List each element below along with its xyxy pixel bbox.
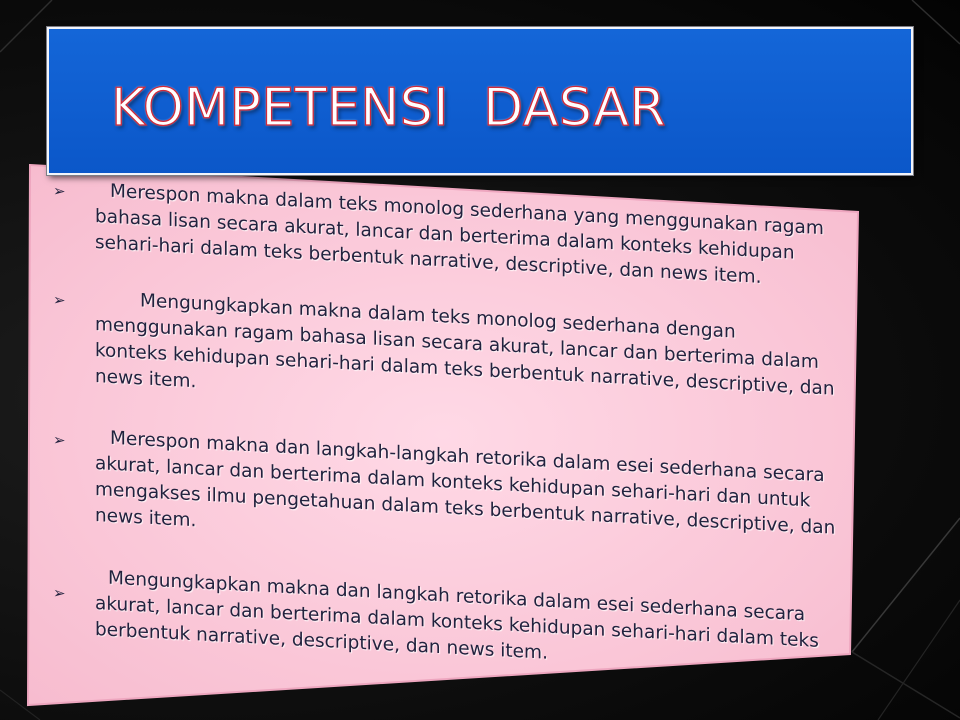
arrow-bullet-icon xyxy=(53,585,66,602)
list-item-text: Mengungkapkan makna dan langkah retorika dalam esei sederhana secara akurat, lancar dan berterima dalam konteks kehidupan sehari-hari dalam teks berbentuk narrative, descriptive, dan news item. xyxy=(95,567,819,664)
slide-title: KOMPETENSI DASAR xyxy=(111,78,667,138)
arrow-bullet-icon xyxy=(53,183,66,200)
arrow-bullet-icon xyxy=(53,432,66,449)
arrow-bullet-icon xyxy=(53,292,66,309)
decor-line xyxy=(912,0,960,44)
list-item-text: Merespon makna dan langkah-langkah retorika dalam esei sederhana secara akurat, lancar dan berterima dalam konteks kehidupan sehari-hari dan untuk mengakses ilmu pengetahuan dalam teks berbentuk narrative, descriptive, dan news item. xyxy=(95,427,836,539)
list-item-text: Mengungkapkan makna dalam teks monolog sederhana dengan menggunakan ragam bahasa lisan secara akurat, lancar dan berterima dalam konteks kehidupan sehari-hari dalam teks berbentuk narrative, descriptive, dan news item. xyxy=(95,290,835,400)
list-item-text: Merespon makna dalam teks monolog sederhana yang menggunakan ragam bahasa lisan secara akurat, lancar dan berterima dalam konteks kehidupan sehari-hari dalam teks berbentuk narrative, descriptive, dan news item. xyxy=(95,180,824,288)
